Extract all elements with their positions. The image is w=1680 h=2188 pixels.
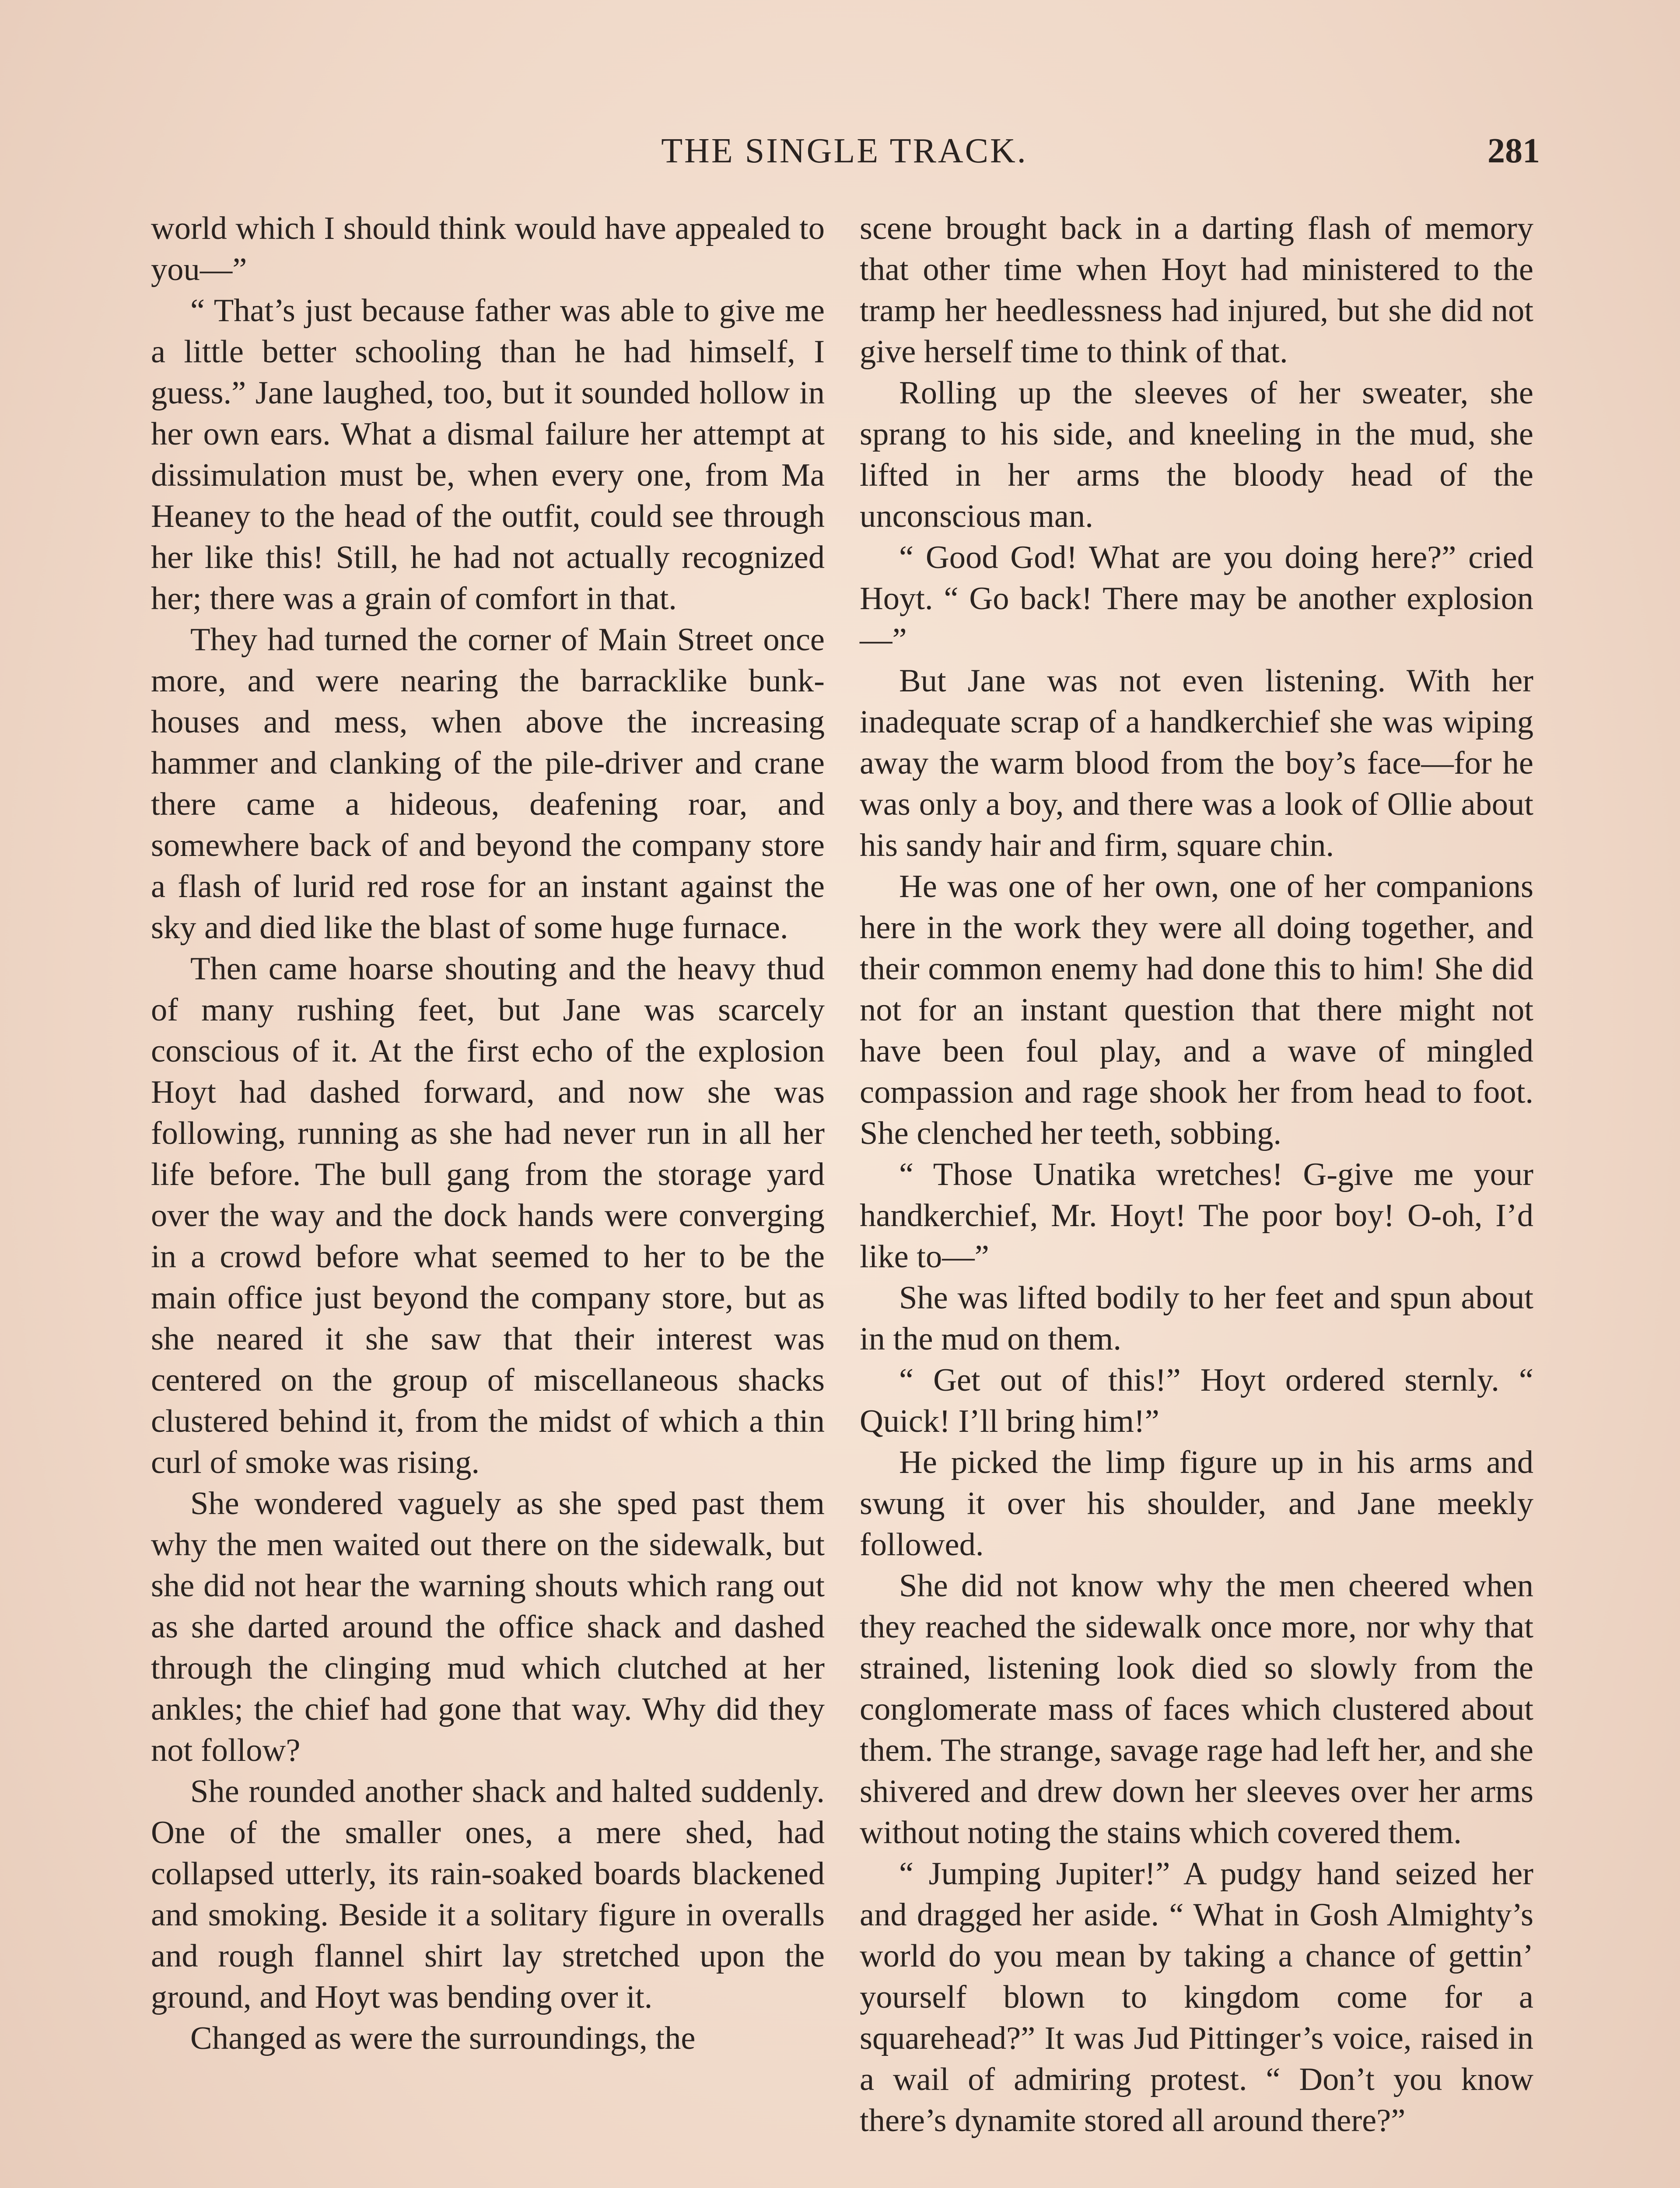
paragraph: “ Jumping Jupiter!” A pudgy hand seized her and dragged her aside. “ What in Gosh Almighty’s world do you mean by taking a chance of gettin’ yourself blown to kingdom come for a squarehead?” It was Jud Pittinger’s voice, raised in a wail of admiring protest. “ Don’t you know there’s dynamite stored all around there?” [860,1856,1533,2139]
paragraph: Rolling up the sleeves of her sweater, she sprang to his side, and kneeling in the mud, she lifted in her arms the bloody head of the unconscious man. [860,375,1533,534]
paragraph: world which I should think would have appealed to you—” [151,210,825,288]
paragraph: He picked the limp figure up in his arms and swung it over his shoulder, and Jane meekly followed. [860,1445,1533,1563]
left-column [151,208,825,2059]
page-header [149,131,1540,184]
paragraph: “ That’s just because father was able to give me a little better schooling than he had himself, I guess.” Jane laughed, too, but it sounded hollow in her own ears. What a dismal failure her attempt at dissimulation must be, when every one, from Ma Heaney to the head of the outfit, could see through her like this! Still, he had not actually recognized her; there was a grain of comfort in that. [151,293,825,617]
paragraph: They had turned the corner of Main Street once more, and were nearing the barracklike bunk-houses and mess, when above the increasing hammer and clanking of the pile-driver and crane there came a hideous, deafening roar, and somewhere back of and beyond the company store a flash of lurid red rose for an instant against the sky and died like the blast of some huge furnace. [151,622,825,946]
paragraph: But Jane was not even listening. With her inadequate scrap of a handkerchief she was wiping away the warm blood from the boy’s face—for he was only a boy, and there was a look of Ollie about his sandy hair and firm, square chin. [860,663,1533,863]
paragraph: He was one of her own, one of her companions here in the work they were all doing together, and their common enemy had done this to him! She did not for an instant question that there might not have been foul play, and a wave of mingled compassion and rage shook her from head to foot. She clenched her teeth, sobbing. [860,869,1533,1151]
paragraph: “ Get out of this!” Hoyt ordered sternly. “ Quick! I’ll bring him!” [860,1362,1533,1439]
right-column [860,208,1533,2141]
paragraph: She was lifted bodily to her feet and spun about in the mud on them. [860,1280,1533,1357]
paragraph: “ Good God! What are you doing here?” cried Hoyt. “ Go back! There may be another explosion—” [860,540,1533,658]
paragraph: She did not know why the men cheered when they reached the sidewalk once more, nor why that strained, listening look died so slowly from the conglomerate mass of faces which clustered about them. The strange, savage rage had left her, and she shivered and drew down her sleeves over her arms without noting the stains which covered them. [860,1568,1533,1851]
paragraph: Then came hoarse shouting and the heavy thud of many rushing feet, but Jane was scarcely conscious of it. At the first echo of the explosion Hoyt had dashed forward, and now she was following, running as she had never run in all her life before. The bull gang from the storage yard over the way and the dock hands were converging in a crowd before what seemed to her to be the main office just beyond the company store, but as she neared it she saw that their interest was centered on the group of miscellaneous shacks clustered behind it, from the midst of which a thin curl of smoke was rising. [151,951,825,1480]
paragraph: scene brought back in a darting flash of memory that other time when Hoyt had ministered to the tramp her heedlessness had injured, but she did not give herself time to think of that. [860,210,1533,370]
running-head: THE SINGLE TRACK. [661,132,1028,170]
paragraph: She wondered vaguely as she sped past them why the men waited out there on the sidewalk, but she did not hear the warning shouts which rang out as she darted around the office shack and dashed through the clinging mud which clutched at her ankles; the chief had gone that way. Why did they not follow? [151,1486,825,1768]
paragraph: Changed as were the surroundings, the [190,2020,696,2056]
page-number: 281 [1488,132,1540,170]
paragraph: “ Those Unatika wretches! G-give me your handkerchief, Mr. Hoyt! The poor boy! O-oh, I’d like to—” [860,1157,1533,1275]
paragraph: She rounded another shack and halted suddenly. One of the smaller ones, a mere shed, had collapsed utterly, its rain-soaked boards blackened and smoking. Beside it a solitary figure in overalls and rough flannel shirt lay stretched upon the ground, and Hoyt was bending over it. [151,1774,825,2015]
